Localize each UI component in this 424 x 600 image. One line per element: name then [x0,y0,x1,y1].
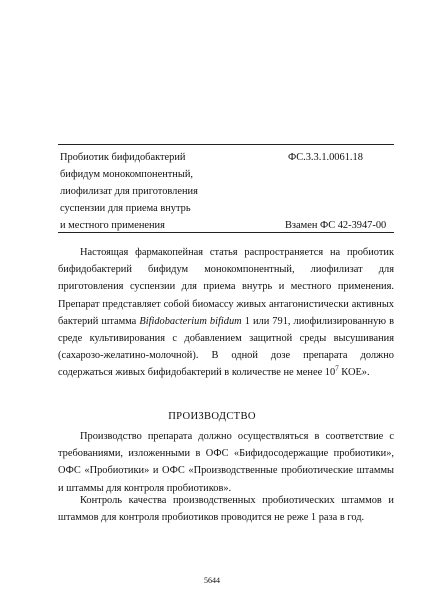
quality-control-paragraph: Контроль качества производственных пробиотических штаммов и штаммов для контроля пробиотиков проводится не реже 1 раза в год. [58,495,394,524]
production-paragraph: Производство препарата должно осуществляться в соответствие с требованиями, изложенными в ОФС «Бифидосодержащие пробиотики», ОФС «Пробиотики» и ОФС «Производственные пробиотические штаммы и штаммы для контроля пробиотиков». [58,431,394,494]
monograph-code: ФС.3.3.1.0061.18 [288,152,363,163]
strain-name: Bifidobacterium bifidum [139,315,242,327]
monograph-title [60,149,250,234]
monograph-title-line: и местного применения [60,220,165,231]
page-number: 5644 [204,576,220,585]
section-heading: ПРОИЗВОДСТВО [168,411,256,422]
intro-text-part2: 1 или 791, лиофилизированную в среде культивирования с добавлением защитной среды высушивания (сахарозо-желатино-молочной). В одной дозе препарата должно содержаться живых бифидобактерий в количестве не менее 10 [58,315,394,379]
section-paragraph [58,428,394,497]
header-bottom-rule [58,232,394,233]
monograph-title-line: суспензии для приема внутрь [60,203,191,214]
monograph-title-line: Пробиотик бифидобактерий [60,152,186,163]
monograph-title-line: лиофилизат для приготовления [60,186,198,197]
replaces-note: Взамен ФС 42-3947-00 [285,220,387,231]
intro-text-part3: КОЕ». [338,367,370,379]
section-paragraph [58,492,394,526]
monograph-title-line: бифидум монокомпонентный, [60,169,194,180]
intro-text-part1: Настоящая фармакопейная статья распространяется на пробиотик бифидобактерий бифидум монокомпонентный, лиофилизат для приготовления суспензии для приема внутрь и местного применения. Препарат представляет собой биомассу живых антагонистически активных бактерий штамма [58,247,394,327]
exponent: 7 [335,364,339,373]
header-top-rule [58,144,394,145]
intro-paragraph [58,244,394,382]
